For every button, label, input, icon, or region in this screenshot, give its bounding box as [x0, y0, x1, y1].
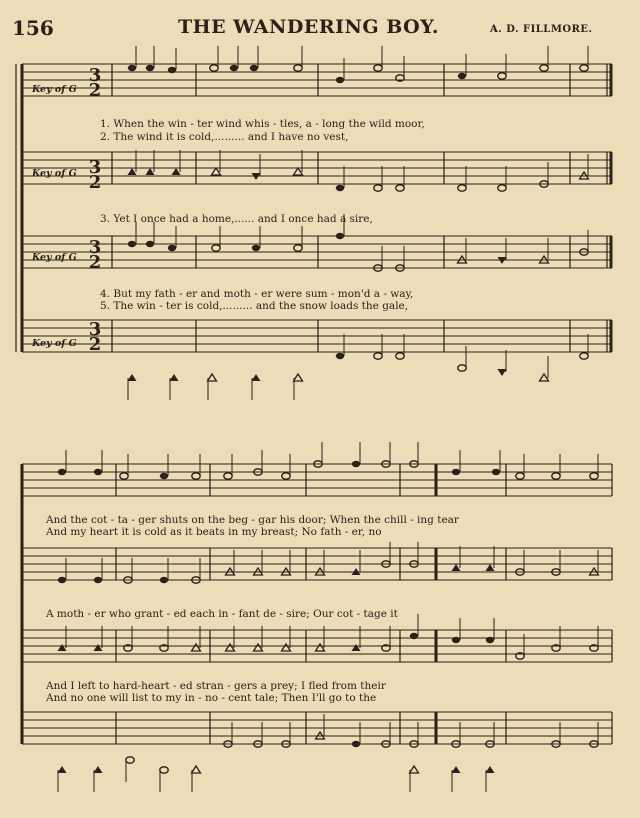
note-head — [212, 168, 221, 175]
note-head — [128, 65, 136, 71]
note-head — [212, 245, 220, 251]
note-head — [192, 644, 201, 651]
note-head — [254, 644, 263, 651]
note-head — [210, 65, 218, 71]
lyric-verse-2: 2. The wind it is cold,......... and I have no vest, — [100, 131, 349, 143]
note-head — [94, 577, 102, 583]
note-head — [498, 369, 507, 376]
note-head — [146, 168, 155, 175]
note-head — [192, 473, 200, 479]
staff4-key-label: Key of G — [32, 338, 77, 349]
note-head — [374, 353, 382, 359]
lyric-line-1: And the cot - ta - ger shuts on the beg - gar his door; When the chill - ing tear — [46, 514, 459, 526]
note-head — [120, 473, 128, 479]
staff1-key-label: Key of G — [32, 84, 77, 95]
note-head — [552, 473, 560, 479]
staff2-key-label: Key of G — [32, 168, 77, 179]
note-head — [168, 245, 176, 251]
note-head — [374, 65, 382, 71]
note-head — [458, 73, 466, 79]
note-head — [208, 374, 217, 381]
note-head — [58, 469, 66, 475]
lyric-line-3: A moth - er who grant - ed each in - fant de - sire; Our cot - tage it — [46, 608, 398, 620]
lyric-line-5: And no one will list to my in - no - cent tale; Then I'll go to the — [46, 692, 377, 704]
note-head — [352, 741, 360, 747]
note-head — [580, 353, 588, 359]
staff2-time-signature: 3 2 — [88, 157, 102, 193]
note-head — [374, 185, 382, 191]
note-head — [458, 185, 466, 191]
note-head — [452, 469, 460, 475]
note-head — [458, 365, 466, 371]
note-head — [128, 168, 137, 175]
song-title: THE WANDERING BOY. — [178, 16, 439, 38]
staff3-time-signature: 3 2 — [88, 237, 102, 273]
note-head — [58, 766, 67, 773]
note-head — [146, 241, 154, 247]
note-head — [160, 577, 168, 583]
note-head — [224, 473, 232, 479]
note-head — [252, 245, 260, 251]
note-head — [170, 374, 179, 381]
note-head — [486, 637, 494, 643]
lyric-verse-5: 5. The win - ter is cold,......... and the snow loads the gale, — [100, 300, 409, 312]
lyric-verse-1: 1. When the win - ter wind whis - tles, a - long the wild moor, — [100, 118, 425, 130]
note-head — [540, 65, 548, 71]
note-head — [352, 644, 361, 651]
note-head — [146, 65, 154, 71]
note-head — [452, 637, 460, 643]
note-head — [282, 473, 290, 479]
note-head — [516, 473, 524, 479]
note-head — [128, 374, 137, 381]
note-head — [230, 65, 238, 71]
note-head — [294, 65, 302, 71]
note-head — [226, 644, 235, 651]
page-number: 156 — [12, 16, 54, 40]
note-head — [168, 67, 176, 73]
note-head — [294, 374, 303, 381]
staff4-time-signature: 3 2 — [88, 319, 102, 355]
note-head — [172, 168, 181, 175]
note-head — [316, 644, 325, 651]
lyric-verse-4: 4. But my fath - er and moth - er were sum - mon'd a - way, — [100, 288, 414, 300]
note-head — [498, 73, 506, 79]
note-head — [486, 564, 495, 571]
note-head — [396, 185, 404, 191]
note-head — [294, 245, 302, 251]
note-head — [58, 577, 66, 583]
note-head — [336, 77, 344, 83]
note-head — [160, 473, 168, 479]
note-head — [452, 564, 461, 571]
staff1-time-signature: 3 2 — [88, 65, 102, 101]
note-head — [452, 766, 461, 773]
note-head — [282, 644, 291, 651]
note-head — [486, 766, 495, 773]
lyric-line-2: And my heart it is cold as it beats in my breast; No fath - er, no — [46, 526, 382, 538]
note-head — [94, 469, 102, 475]
note-head — [336, 185, 344, 191]
note-head — [336, 353, 344, 359]
note-head — [396, 353, 404, 359]
note-head — [580, 65, 588, 71]
note-head — [590, 473, 598, 479]
staff3-key-label: Key of G — [32, 252, 77, 263]
note-head — [540, 374, 549, 381]
lyric-verse-3: 3. Yet I once had a home,...... and I once had a sire, — [100, 213, 373, 225]
note-head — [250, 65, 258, 71]
note-head — [492, 469, 500, 475]
note-head — [410, 633, 418, 639]
note-head — [498, 185, 506, 191]
note-head — [410, 766, 419, 773]
note-head — [128, 241, 136, 247]
note-head — [160, 767, 168, 773]
lyric-line-4: And I left to hard-heart - ed stran - gers a prey; I fled from their — [46, 680, 386, 692]
note-head — [336, 233, 344, 239]
note-head — [126, 757, 134, 763]
note-head — [94, 766, 103, 773]
note-head — [58, 644, 67, 651]
note-head — [352, 461, 360, 467]
note-head — [294, 168, 303, 175]
note-head — [94, 644, 103, 651]
composer-credit: A. D. FILLMORE. — [490, 24, 593, 35]
note-head — [192, 766, 201, 773]
note-head — [252, 374, 261, 381]
